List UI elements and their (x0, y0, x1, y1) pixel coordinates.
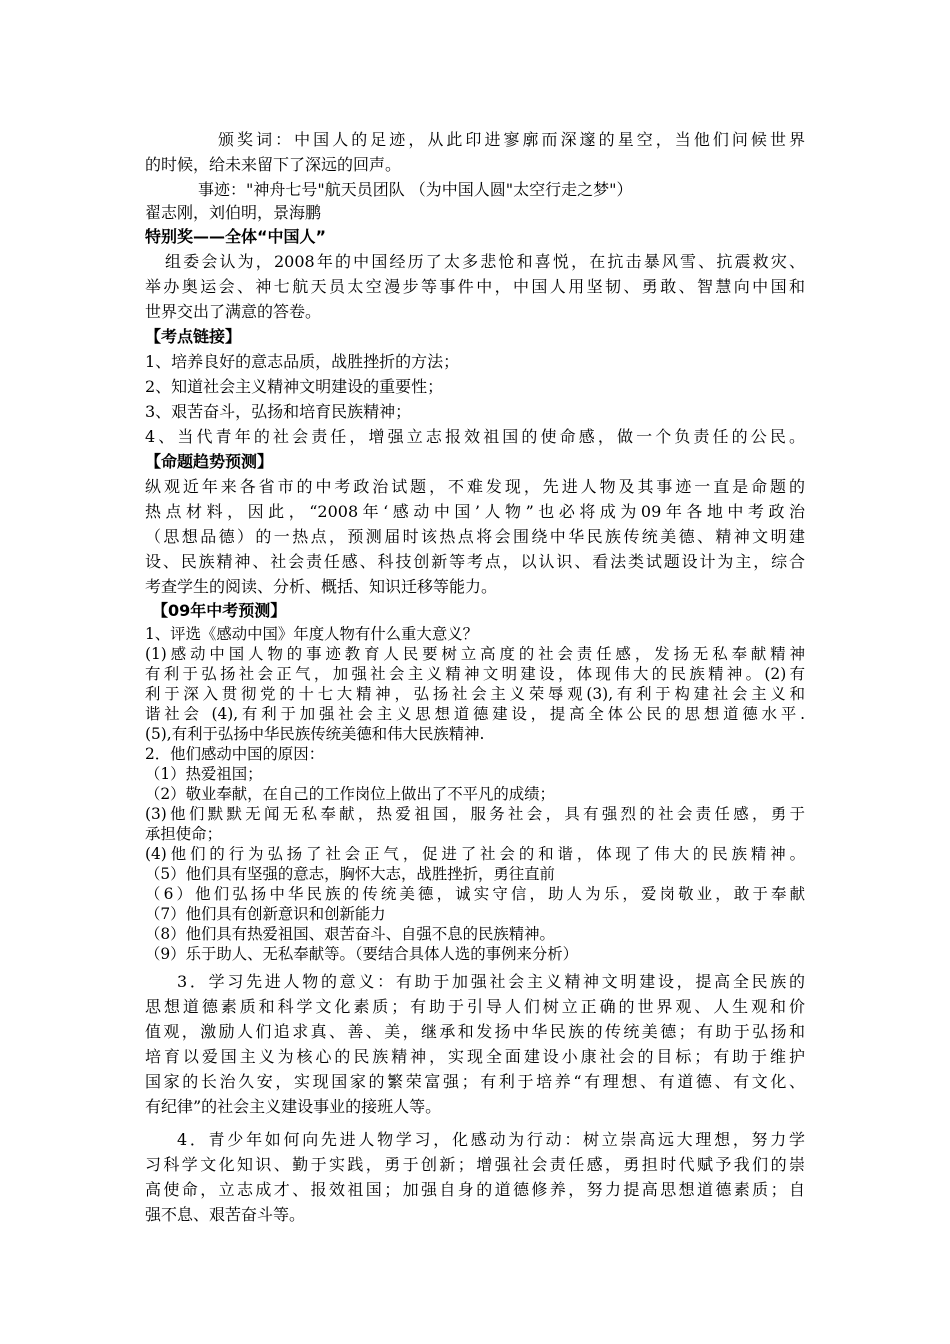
text-line: 考查学生的阅读、分析、概括、知识迁移等能力。 (145, 577, 498, 596)
text-line: 1、评选《感动中国》年度人物有什么重大意义？ (145, 625, 478, 643)
text-line: 举办奥运会、神七航天员太空漫步等事件中，中国人用坚韧、勇敢、智慧向中国和 (145, 277, 805, 296)
text-line: 【考点链接】 (145, 327, 242, 346)
text-line: （1）热爱祖国； (145, 765, 263, 783)
text-line: 强不息、艰苦奋斗等。 (145, 1205, 306, 1224)
text-line: 热点材料，因此，“2008年‘感动中国’人物”也必将成为09年各地中考政治 (145, 502, 805, 521)
text-line: 培育以爱国主义为核心的民族精神，实现全面建设小康社会的目标；有助于维护 (145, 1047, 805, 1066)
text-line: （8）他们具有热爱祖国、艰苦奋斗、自强不息的民族精神。 (145, 925, 555, 943)
text-line: 世界交出了满意的答卷。 (145, 302, 322, 321)
text-line: 利于深入贯彻党的十七大精神，弘扬社会主义荣辱观(3),有利于构建社会主义和 (145, 685, 805, 703)
text-line: 值观，激励人们追求真、善、美，继承和发扬中华民族的传统美德；有助于弘扬和 (145, 1022, 805, 1041)
text-line: 有纪律”的社会主义建设事业的接班人等。 (145, 1097, 442, 1116)
text-line: 设、民族精神、社会责任感、科技创新等考点，以认识、看法类试题设计为主，综合 (145, 552, 805, 571)
text-line: 4．青少年如何向先进人物学习，化感动为行动：树立崇高远大理想，努力学 (177, 1130, 805, 1149)
text-line: 3．学习先进人物的意义：有助于加强社会主义精神文明建设，提高全民族的 (177, 972, 805, 991)
text-line: 国家的长治久安，实现国家的繁荣富强；有利于培养“有理想、有道德、有文化、 (145, 1072, 805, 1091)
text-line: （5）他们具有坚强的意志，胸怀大志，战胜挫折，勇往直前 (145, 865, 555, 883)
text-line: （2）敬业奉献，在自己的工作岗位上做出了不平凡的成绩； (145, 785, 555, 803)
text-line: 【命题趋势预测】 (145, 452, 274, 471)
text-line: 颁奖词：中国人的足迹，从此印进寥廓而深邃的星空，当他们问候世界 (218, 130, 805, 149)
text-line: 承担使命； (145, 825, 222, 843)
text-line: (3)他们默默无闻无私奉献，热爱祖国，服务社会，具有强烈的社会责任感，勇于 (145, 805, 805, 823)
text-line: 4、当代青年的社会责任，增强立志报效祖国的使命感，做一个负责任的公民。 (145, 427, 805, 446)
text-line: 2．他们感动中国的原因： (145, 745, 325, 763)
text-line: 有利于弘扬社会正气，加强社会主义精神文明建设，体现伟大的民族精神。(2)有 (145, 665, 805, 683)
text-line: 3、艰苦奋斗，弘扬和培育民族精神； (145, 402, 412, 421)
text-line: 的时候，给未来留下了深远的回声。 (145, 155, 402, 174)
text-line: 【09年中考预测】 (152, 601, 287, 620)
text-line: （7）他们具有创新意识和创新能力 (145, 905, 386, 923)
text-line: 习科学文化知识、勤于实践，勇于创新；增强社会责任感，勇担时代赋予我们的崇 (145, 1155, 805, 1174)
text-line: 高使命，立志成才、报效祖国；加强自身的道德修养，努力提高思想道德素质；自 (145, 1180, 805, 1199)
text-line: 1、培养良好的意志品质，战胜挫折的方法； (145, 352, 460, 371)
text-line: (1)感动中国人物的事迹教育人民要树立高度的社会责任感，发扬无私奉献精神 (145, 645, 805, 663)
text-line: (5),有利于弘扬中华民族传统美德和伟大民族精神. (145, 725, 485, 743)
text-line: 特别奖——全体“中国人” (145, 227, 327, 246)
text-line: （9）乐于助人、无私奉献等。（要结合具体人选的事例来分析） (145, 945, 579, 963)
text-line: （思想品德）的一热点，预测届时该热点将会围绕中华民族传统美德、精神文明建 (145, 527, 805, 546)
text-line: (4)他们的行为弘扬了社会正气，促进了社会的和谐，体现了伟大的民族精神。 (145, 845, 805, 863)
text-line: 翟志刚，刘伯明，景海鹏 (145, 203, 322, 222)
text-line: 2、知道社会主义精神文明建设的重要性； (145, 377, 444, 396)
text-line: 思想道德素质和科学文化素质；有助于引导人们树立正确的世界观、人生观和价 (145, 997, 805, 1016)
text-line: （6）他们弘扬中华民族的传统美德，诚实守信，助人为乐，爱岗敬业，敢于奉献 (145, 885, 805, 903)
text-line: 事迹："神舟七号"航天员团队 （为中国人圆"太空行走之梦"） (198, 180, 633, 199)
text-line: 谐社会 (4),有利于加强社会主义思想道德建设，提高全体公民的思想道德水平. (145, 705, 805, 723)
text-line: 组委会认为，2008年的中国经历了太多悲怆和喜悦，在抗击暴风雪、抗震救灾、 (165, 252, 805, 271)
text-line: 纵观近年来各省市的中考政治试题，不难发现，先进人物及其事迹一直是命题的 (145, 477, 805, 496)
